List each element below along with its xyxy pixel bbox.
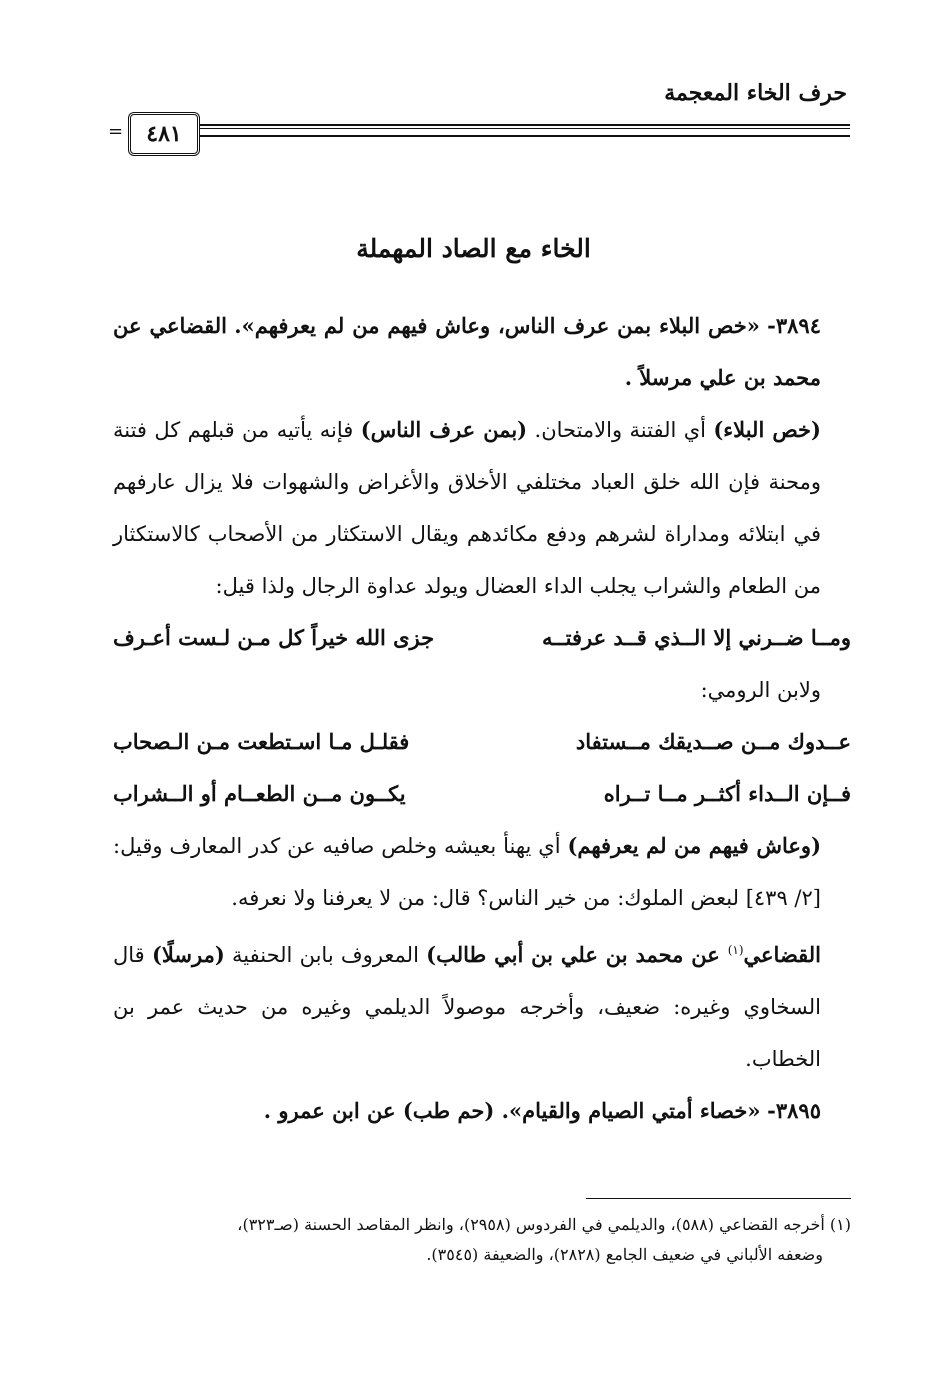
verse-first-hemistich: عــدوك مــن صــديقك مــستفاد [575, 729, 851, 754]
hadith-source: القضاعي عن محمد بن علي مرسلاً . [113, 313, 821, 390]
commentary-text: المعروف بابن الحنفية [224, 943, 427, 967]
quoted-phrase: (بمن عرف الناس) [360, 417, 528, 442]
commentary-paragraph [113, 404, 851, 612]
hadith-3895 [113, 1085, 851, 1137]
poetry-verse-1 [113, 612, 851, 664]
footnote-line: (١) أخرجه القضاعي (٥٨٨)، والديلمي في الفردوس (٢٩٥٨)، وانظر المقاصد الحسنة (صـ٣٢٣)، [237, 1215, 851, 1234]
poet-attribution: ولابن الرومي: [700, 678, 821, 702]
hadith-number: ٣٨٩٤- [767, 313, 821, 338]
verse-first-hemistich: ومــا ضــرني إلا الــذي قــد عرفتــه [542, 625, 851, 650]
header-double-line [200, 124, 850, 137]
main-text [113, 300, 851, 1137]
footnote-line: وضعفه الألباني في ضعيف الجامع (٢٨٢٨)، والضعيفة (٣٥٤٥). [426, 1245, 823, 1264]
hadith-text: «خص البلاء بمن عرف الناس، وعاش فيهم من لم يعرفهم». [234, 313, 760, 338]
hadith-text: «خصاء أمتي الصيام والقيام». [501, 1098, 761, 1123]
commentary-text: فإنه يأتيه من قبلهم كل فتنة ومحنة فإن الله خلق العباد مختلفي الأخلاق والأغراض والشهوات فلا يزال عارفهم في ابتلائه ومداراة لشرهم ودفع مكائدهم ويقال الاستكثار من الأصحاب كالاستكثار من الطعام والشراب يجلب الداء العضال ويولد عداوة الرجال ولذا قيل: [113, 418, 821, 598]
source-name: القضاعي [743, 942, 822, 967]
header-rule [108, 112, 850, 156]
verse-second-hemistich: يكــون مــن الطعــام أو الــشراب [113, 781, 406, 806]
poetry-verse-2 [113, 716, 851, 768]
commentary-text: أي الفتنة والامتحان. [527, 418, 714, 442]
rule-end-mark: = [108, 121, 124, 142]
footnote-marker: (١) [727, 943, 744, 957]
quoted-phrase: (وعاش فيهم من لم يعرفهم) [567, 833, 822, 858]
quoted-phrase: عن محمد بن علي بن أبي طالب) [426, 942, 728, 967]
verse-second-hemistich: فقلـل مـا اسـتطعت مـن الـصحاب [113, 729, 410, 754]
commentary-text: أي يهنأ بعيشه وخلص صافيه عن كدر المعارف وقيل: [٢/ ٤٣٩] لبعض الملوك: من خير الناس؟ قال: من لا يعرفنا ولا نعرفه. [113, 834, 821, 910]
footnote-separator [586, 1198, 851, 1199]
hadith-3894 [113, 300, 851, 404]
quoted-phrase: (خص البلاء) [713, 417, 821, 442]
page-number-box [128, 112, 200, 156]
verse-first-hemistich: فــإن الــداء أكثــر مــا تــراه [603, 781, 851, 806]
poetry-verse-3 [113, 768, 851, 820]
quoted-phrase: (مرسلًا) [151, 942, 225, 967]
verse-second-hemistich: جزى الله خيراً كل مـن لـست أعـرف [113, 625, 435, 650]
section-title: الخاء مع الصاد المهملة [356, 234, 591, 263]
footnotes [108, 1210, 851, 1270]
hadith-source: (حم طب) عن ابن عمرو . [263, 1098, 502, 1123]
running-title: حرف الخاء المعجمة [664, 80, 847, 106]
commentary-text: قال السخاوي وغيره: ضعيف، وأخرجه موصولاً الديلمي وغيره من حديث عمر بن الخطاب. [113, 943, 821, 1071]
commentary-paragraph-2 [113, 820, 851, 1085]
hadith-number: ٣٨٩٥- [767, 1098, 821, 1123]
page-number: ٤٨١ [146, 121, 182, 147]
